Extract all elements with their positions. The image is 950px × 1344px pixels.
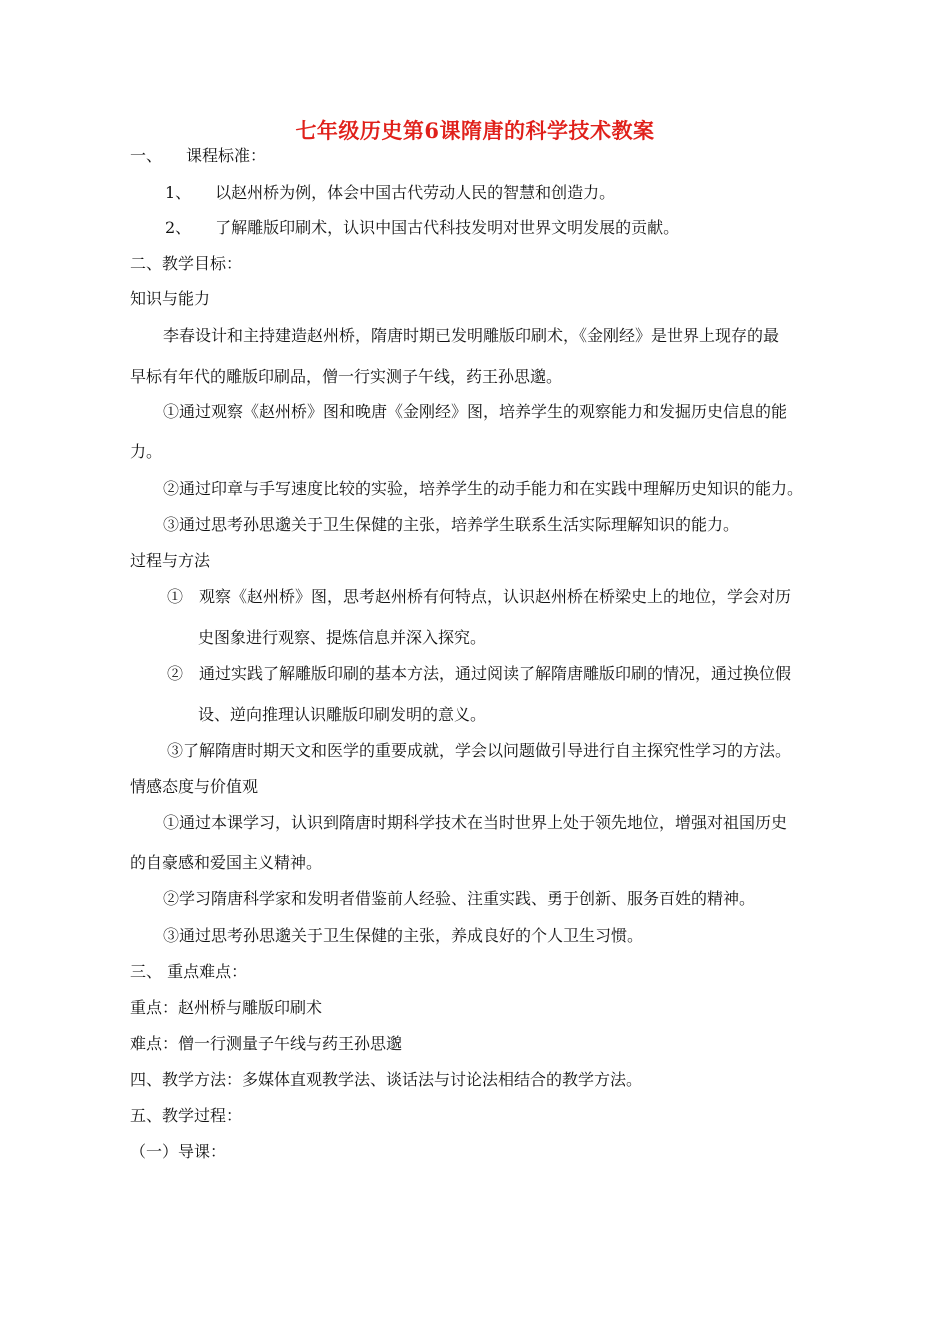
- paragraph-line: ② 通过实践了解雕版印刷的基本方法，通过阅读了解隋唐雕版印刷的情况，通过换位假: [167, 664, 792, 683]
- subheading-attitude: 情感态度与价值观: [130, 777, 259, 796]
- key-point: 重点：赵州桥与雕版印刷术: [130, 998, 323, 1017]
- paragraph-line: ③通过思考孙思邈关于卫生保健的主张，养成良好的个人卫生习惯。: [163, 926, 644, 945]
- section-3-heading: 三、 重点难点：: [130, 962, 248, 981]
- standard-1: 1、 以赵州桥为例，体会中国古代劳动人民的智慧和创造力。: [165, 183, 616, 202]
- standard-2: 2、 了解雕版印刷术，认识中国古代科技发明对世界文明发展的贡献。: [165, 218, 680, 237]
- paragraph-line: ③了解隋唐时期天文和医学的重要成就，学会以问题做引导进行自主探究性学习的方法。: [167, 741, 792, 760]
- paragraph-line: 的自豪感和爱国主义精神。: [130, 853, 323, 872]
- paragraph-line: 早标有年代的雕版印刷品，僧一行实测子午线，药王孙思邈。: [130, 367, 563, 386]
- subheading-process: 过程与方法: [130, 551, 211, 570]
- subheading-knowledge: 知识与能力: [130, 289, 211, 308]
- paragraph-line: ②通过印章与手写速度比较的实验，培养学生的动手能力和在实践中理解历史知识的能力。: [163, 479, 804, 498]
- document-title: 七年级历史第6课隋唐的科学技术教案: [295, 118, 655, 143]
- paragraph-line: ①通过本课学习，认识到隋唐时期科学技术在当时世界上处于领先地位，增强对祖国历史: [163, 813, 788, 832]
- paragraph-line: 设、逆向推理认识雕版印刷发明的意义。: [198, 705, 487, 724]
- paragraph-line: 史图象进行观察、提炼信息并深入探究。: [198, 628, 487, 647]
- paragraph-line: ①通过观察《赵州桥》图和晚唐《金刚经》图，培养学生的观察能力和发掘历史信息的能: [163, 402, 788, 421]
- paragraph-line: ②学习隋唐科学家和发明者借鉴前人经验、注重实践、勇于创新、服务百姓的精神。: [163, 889, 756, 908]
- section-1-heading: 一、 课程标准：: [130, 146, 267, 165]
- paragraph-line: ③通过思考孙思邈关于卫生保健的主张，培养学生联系生活实际理解知识的能力。: [163, 515, 740, 534]
- section-5-heading: 五、教学过程：: [130, 1106, 243, 1125]
- section-4-heading: 四、教学方法：多媒体直观教学法、谈话法与讨论法相结合的教学方法。: [130, 1070, 643, 1089]
- paragraph-line: 力。: [130, 442, 163, 461]
- paragraph-line: ① 观察《赵州桥》图，思考赵州桥有何特点，认识赵州桥在桥梁史上的地位，学会对历: [167, 587, 792, 606]
- section-2-heading: 二、教学目标：: [130, 254, 243, 273]
- difficult-point: 难点：僧一行测量子午线与药王孙思邈: [130, 1034, 403, 1053]
- subsection-intro: （一）导课：: [130, 1142, 227, 1161]
- paragraph-line: 李春设计和主持建造赵州桥，隋唐时期已发明雕版印刷术，《金刚经》是世界上现存的最: [163, 326, 780, 345]
